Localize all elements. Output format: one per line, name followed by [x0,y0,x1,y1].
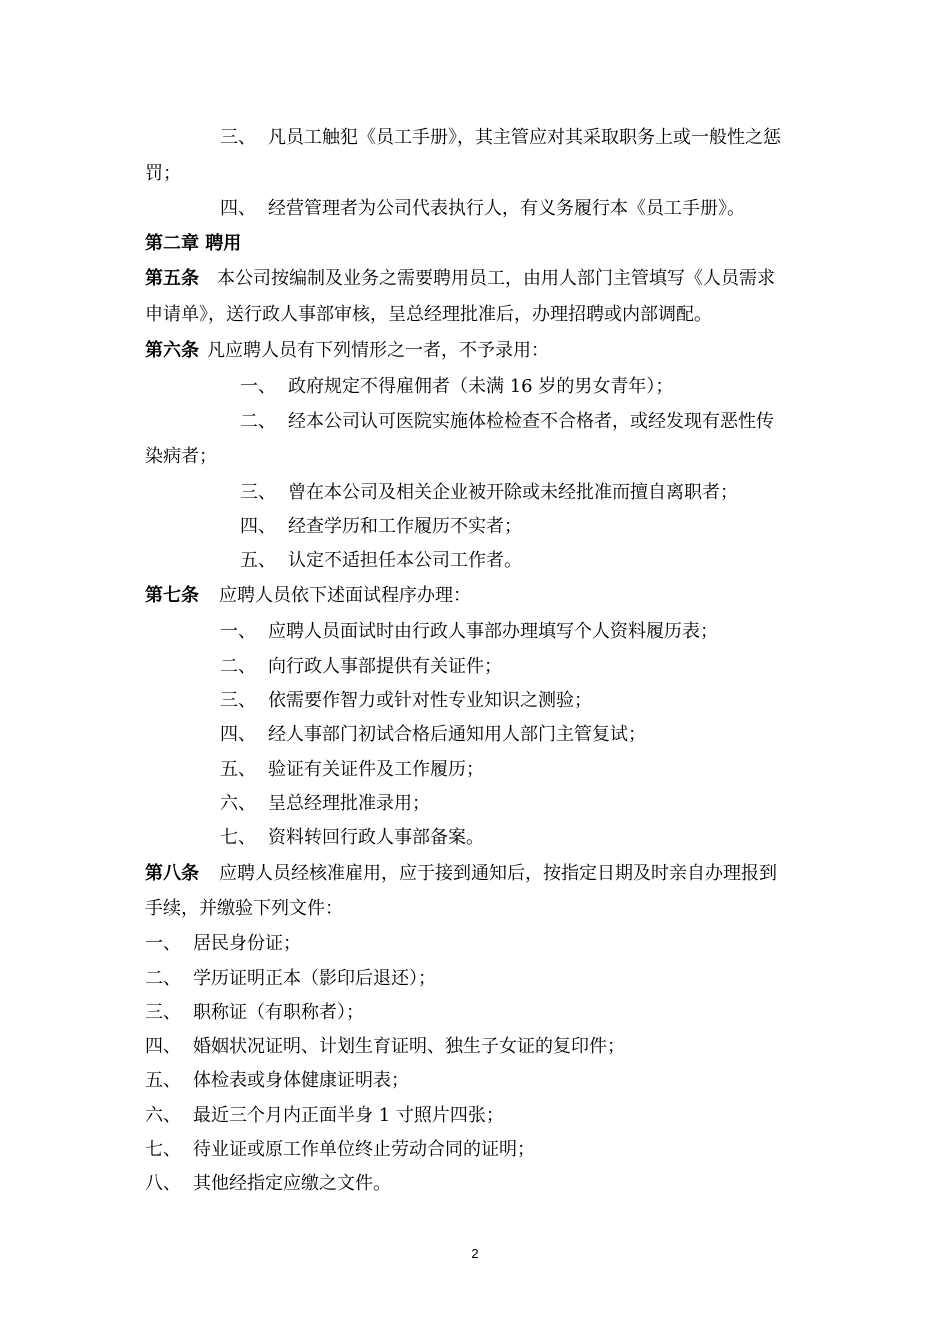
item-number: 四、 [145,1036,181,1057]
item-text: 婚姻状况证明、计划生育证明、独生子女证的复印件； [193,1036,625,1057]
item-number: 一、 [240,376,276,397]
article-text: 应聘人员经核准雇用，应于接到通知后，按指定日期及时亲自办理报到 [219,863,777,884]
continuation-line [145,303,712,327]
article-label: 第六条 [145,340,199,361]
item-number: 三、 [145,1002,181,1023]
item-text: 验证有关证件及工作履历； [268,759,484,780]
continuation-line [145,897,343,921]
clause-item [220,126,781,150]
clause-item [240,410,774,434]
list-item [145,1069,409,1093]
item-text: 手续，并缴验下列文件： [145,898,343,919]
item-text: 呈总经理批准录用； [268,793,430,814]
list-item [145,967,436,991]
item-number: 三、 [220,690,256,711]
item-text: 最近三个月内正面半身 1 寸照片四张； [193,1105,504,1126]
page-number: 2 [471,1246,479,1261]
item-number: 六、 [145,1105,181,1126]
clause-item [220,826,484,850]
continuation-line [145,445,217,469]
article-text: 应聘人员依下述面试程序办理： [219,585,471,606]
clause-item [240,375,673,399]
item-text: 资料转回行政人事部备案。 [268,827,484,848]
item-text: 政府规定不得雇佣者（未满 16 岁的男女青年）； [288,376,674,397]
item-number: 六、 [220,793,256,814]
clause-item [220,655,502,679]
clause-item [240,481,738,505]
clause-item [220,723,646,747]
item-number: 五、 [145,1070,181,1091]
article-line [145,862,777,886]
item-number: 二、 [220,656,256,677]
item-text: 其他经指定应缴之文件。 [193,1173,391,1194]
list-item [145,1001,364,1025]
item-text: 职称证（有职称者）； [193,1002,364,1023]
item-text: 认定不适担任本公司工作者。 [288,550,522,571]
item-text: 申请单》，送行政人事部审核，呈总经理批准后，办理招聘或内部调配。 [145,304,712,325]
article-label: 第七条 [145,585,199,606]
chapter-heading: 第二章 聘用 [145,233,242,254]
item-number: 三、 [220,127,256,148]
item-number: 四、 [220,724,256,745]
article-label: 第五条 [145,268,199,289]
item-text: 向行政人事部提供有关证件； [268,656,502,677]
clause-item [240,549,522,573]
continuation-line [145,162,181,186]
article-text: 本公司按编制及业务之需要聘用员工，由用人部门主管填写《人员需求 [217,268,775,289]
list-item [145,932,301,956]
item-number: 一、 [145,933,181,954]
item-text: 体检表或身体健康证明表； [193,1070,409,1091]
clause-item [220,620,718,644]
item-number: 二、 [240,411,276,432]
item-number: 二、 [145,968,181,989]
item-text: 经查学历和工作履历不实者； [288,516,522,537]
item-text: 罚； [145,163,181,184]
article-line [145,584,471,608]
item-text: 应聘人员面试时由行政人事部办理填写个人资料履历表； [268,621,718,642]
item-text: 曾在本公司及相关企业被开除或未经批准而擅自离职者； [288,482,738,503]
item-number: 一、 [220,621,256,642]
item-number: 三、 [240,482,276,503]
article-line [145,267,775,291]
item-number: 四、 [220,198,256,219]
clause-item [220,758,484,782]
item-number: 四、 [240,516,276,537]
list-item [145,1035,625,1059]
item-text: 经人事部门初试合格后通知用人部门主管复试； [268,724,646,745]
item-number: 七、 [145,1139,181,1160]
item-text: 居民身份证； [193,933,301,954]
clause-item [220,792,430,816]
item-number: 七、 [220,827,256,848]
item-text: 经本公司认可医院实施体检检查不合格者，或经发现有恶性传 [288,411,774,432]
article-line [145,339,549,363]
item-text: 依需要作智力或针对性专业知识之测验； [268,690,592,711]
item-number: 五、 [220,759,256,780]
article-text: 凡应聘人员有下列情形之一者，不予录用： [207,340,549,361]
item-number: 八、 [145,1173,181,1194]
list-item [145,1138,535,1162]
clause-item [220,689,592,713]
list-item [145,1104,504,1128]
clause-item [220,197,745,221]
list-item [145,1172,391,1196]
item-text: 待业证或原工作单位终止劳动合同的证明； [193,1139,535,1160]
article-label: 第八条 [145,863,199,884]
item-text: 染病者； [145,446,217,467]
item-text: 学历证明正本（影印后退还）； [193,968,436,989]
item-text: 凡员工触犯《员工手册》，其主管应对其采取职务上或一般性之惩 [268,127,781,148]
item-text: 经营管理者为公司代表执行人，有义务履行本《员工手册》。 [268,198,745,219]
item-number: 五、 [240,550,276,571]
clause-item [240,515,522,539]
